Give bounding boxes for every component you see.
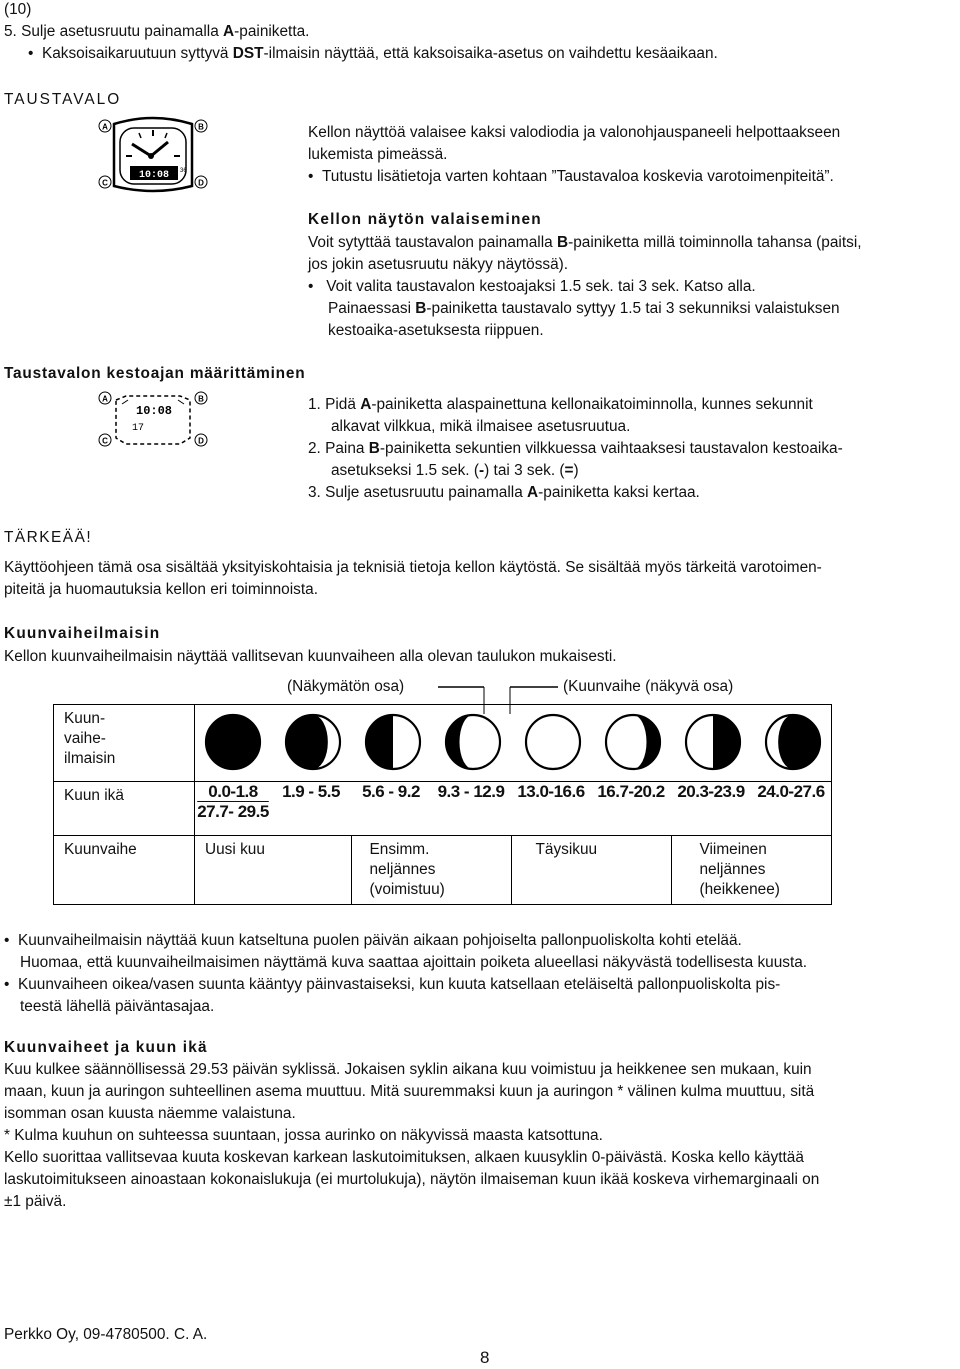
label-visible-part: (Kuunvaihe (näkyvä osa) — [563, 678, 734, 695]
age-cell: 13.0-16.6 — [511, 782, 591, 836]
moon-phase-table — [53, 704, 832, 905]
valaiseminen-p2: jos jokin asetusruutu näkyy näytössä). — [308, 256, 569, 273]
tarkeaa-heading: TÄRKEÄÄ! — [4, 529, 93, 546]
age-cell: 9.3 - 12.9 — [431, 782, 511, 836]
footer-company: Perkko Oy, 09-4780500. C. A. — [4, 1326, 208, 1343]
kuun-ika-line-7: ±1 päivä. — [4, 1193, 67, 1210]
valaiseminen-b1: • Voit valita taustavalon kestoajaksi 1.5 sek. tai 3 sek. Katso alla. — [308, 278, 756, 295]
moon-waning-gibbous-icon — [606, 715, 660, 769]
kestoaika-step-2-cont: asetukseksi 1.5 sek. (-) tai 3 sek. (=) — [331, 462, 579, 479]
moon-icons — [195, 705, 831, 779]
watch-illustration-1 — [96, 116, 212, 194]
kestoaika-step-3: 3. Sulje asetusruutu painamalla A-painiketta kaksi kertaa. — [308, 484, 700, 501]
kestoaika-step-1-cont: alkavat vilkkua, mikä ilmaisee asetusruutua. — [331, 418, 631, 435]
kuunvaihe-intro: Kellon kuunvaiheilmaisin näyttää vallitsevan kuunvaiheen alla olevan taulukon mukaisesti. — [4, 648, 617, 665]
kuun-ika-line-2: maan, kuun ja auringon suhteellinen asema muuttuu. Mitä suuremmaksi kuun ja auringon * välinen kulma muuttuu, sitä — [4, 1083, 815, 1100]
svg-text:A: A — [102, 394, 108, 404]
moon-first-quarter-icon — [366, 715, 420, 769]
valaiseminen-b3: kestoaika-asetuksesta riippuen. — [328, 322, 544, 339]
tarkeaa-line-2: piteitä ja huomautuksia kellon eri toiminnoista. — [4, 581, 318, 598]
phase-full-moon: Täysikuu — [535, 841, 598, 858]
note-2b: teestä lähellä päiväntasajaa. — [20, 998, 215, 1015]
moon-last-quarter-icon — [686, 715, 740, 769]
page-ref: (10) — [4, 1, 32, 18]
svg-text:C: C — [102, 178, 108, 188]
phase-first-quarter: Ensimm. neljännes (voimistuu) — [369, 841, 445, 898]
age-cell: 20.3-23.9 — [671, 782, 751, 836]
taustavalo-heading: TAUSTAVALO — [4, 91, 122, 108]
note-1b: Huomaa, että kuunvaiheilmaisimen näyttämä kuva saattaa ajoittain poiketa alueellasi näkyvästä todellisesta kuusta. — [20, 954, 808, 971]
valaiseminen-b2: Painaessasi B-painiketta taustavalo syttyy 1.5 tai 3 sekunniksi valaistuksen — [328, 300, 840, 317]
row-label-age: Kuun ikä — [64, 787, 124, 804]
kuun-ika-heading: Kuunvaiheet ja kuun ikä — [4, 1039, 208, 1056]
moon-waxing-gibbous-icon — [446, 715, 500, 769]
phase-last-quarter: Viimeinen neljännes (heikkenee) — [699, 841, 780, 898]
kuun-ika-line-4: * Kulma kuuhun on suhteessa suuntaan, jossa aurinko on näkyvissä maasta katsottuna. — [4, 1127, 603, 1144]
kestoaika-heading: Taustavalon kestoajan määrittäminen — [4, 365, 306, 382]
kuun-ika-line-1: Kuu kulkee säännöllisessä 29.53 päivän syklissä. Jokaisen syklin aikana kuu voimistuu ja heikkenee sen mukaan, kuin — [4, 1061, 812, 1078]
age-cell: 5.6 - 9.2 — [351, 782, 431, 836]
svg-text:C: C — [102, 436, 108, 446]
dst-bullet: • Kaksoisaikaruutuun syttyvä DST-ilmaisin näyttää, että kaksoisaika-asetus on vaihdettu kesäaikaan. — [28, 45, 718, 62]
taustavalo-intro-3: • Tutustu lisätietoja varten kohtaan ”Taustavaloa koskevia varotoimenpiteitä”. — [308, 168, 834, 185]
valaiseminen-heading: Kellon näytön valaiseminen — [308, 211, 542, 228]
moon-waxing-crescent-icon — [286, 715, 340, 769]
tarkeaa-line-1: Käyttöohjeen tämä osa sisältää yksityiskohtaisia ja teknisiä tietoja kellon käytöstä. Se sisältää myös tärkeitä varotoimen- — [4, 559, 822, 576]
age-cell: 1.9 - 5.5 — [271, 782, 351, 836]
valaiseminen-p1: Voit sytyttää taustavalon painamalla B-painiketta millä toiminnolla tahansa (paitsi, — [308, 234, 862, 251]
svg-text:17: 17 — [132, 423, 145, 434]
kuun-ika-line-3: isomman osan kuusta näemme valaistuna. — [4, 1105, 296, 1122]
moon-waning-crescent-icon — [766, 715, 820, 769]
taustavalo-intro-2: lukemista pimeässä. — [308, 146, 448, 163]
svg-text:B: B — [198, 394, 204, 404]
label-invisible-part: (Näkymätön osa) — [287, 678, 405, 695]
phase-new-moon: Uusi kuu — [205, 841, 265, 858]
kuunvaihe-heading: Kuunvaiheilmaisin — [4, 625, 161, 642]
age-cell: 0.0-1.8 27.7- 29.5 — [195, 782, 272, 836]
kuun-ika-line-5: Kello suorittaa vallitsevaa kuuta koskevan karkean laskutoimituksen, alkaen kuusyklin 0-päivästä. Koska kello käyttää — [4, 1149, 804, 1166]
svg-text:D: D — [198, 178, 204, 188]
svg-text:10:08: 10:08 — [138, 170, 170, 181]
age-cell: 16.7-20.2 — [591, 782, 671, 836]
note-2: • Kuunvaiheen oikea/vasen suunta kääntyy päinvastaiseksi, kun kuuta katsellaan eteläiseltä pallonpuoliskolta pis- — [4, 976, 781, 993]
row-label-indicator: Kuun- vaihe- ilmaisin — [64, 710, 116, 767]
row-label-phase: Kuunvaihe — [64, 841, 137, 858]
kestoaika-step-2: 2. Paina B-painiketta sekuntien vilkkuessa vaihtaaksesi taustavalon kestoaika- — [308, 440, 843, 457]
moon-full-icon — [526, 715, 580, 769]
page-number: 8 — [480, 1348, 490, 1367]
watch-illustration-2 — [96, 390, 212, 450]
age-cell: 24.0-27.6 — [751, 782, 832, 836]
svg-text:10:08: 10:08 — [136, 404, 173, 418]
taustavalo-intro-1: Kellon näyttöä valaisee kaksi valodiodia ja valonohjauspaneeli helpottaakseen — [308, 124, 841, 141]
kuun-ika-line-6: laskutoimitukseen ainoastaan kokonaislukuja (ei murtolukuja), näytön ilmaiseman kuun ikää koskeva virhemarginaali on — [4, 1171, 820, 1188]
svg-text:D: D — [198, 436, 204, 446]
step-5: 5. Sulje asetusruutu painamalla A-painiketta. — [4, 23, 310, 40]
button-a-label: A — [102, 122, 108, 132]
moon-new-icon — [206, 715, 260, 769]
svg-text:36: 36 — [180, 168, 187, 174]
kestoaika-step-1: 1. Pidä A-painiketta alaspainettuna kellonaikatoiminnolla, kunnes sekunnit — [308, 396, 813, 413]
note-1: • Kuunvaiheilmaisin näyttää kuun katseltuna puolen päivän aikaan pohjoiselta pallonpuoliskolta kohti etelää. — [4, 932, 742, 949]
svg-text:B: B — [198, 122, 204, 132]
